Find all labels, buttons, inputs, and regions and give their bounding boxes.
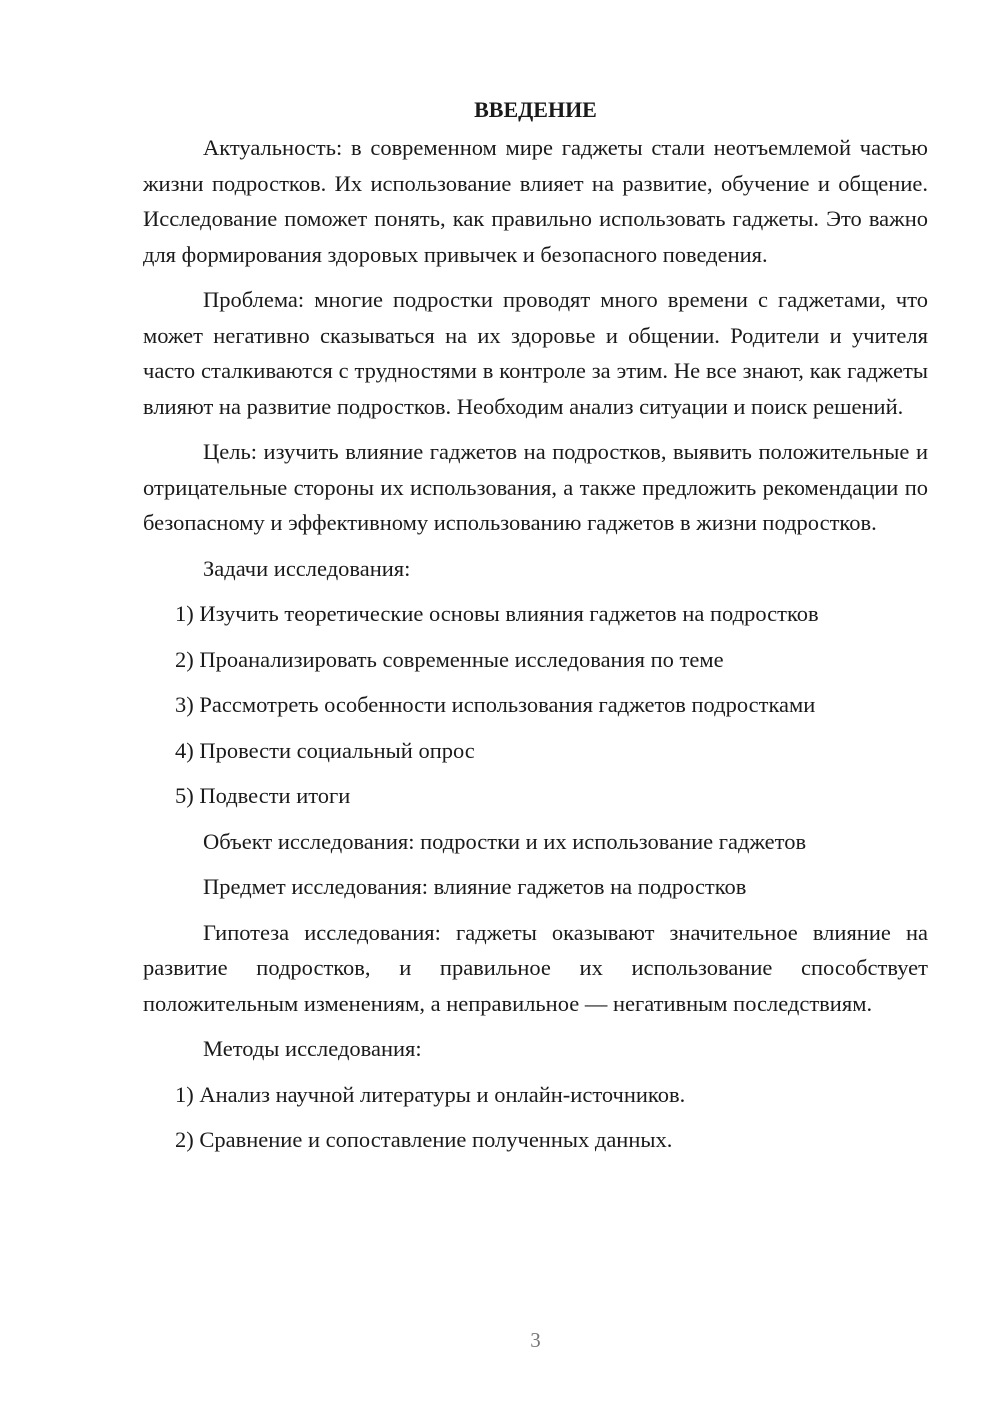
problem-paragraph: Проблема: многие подростки проводят много времени с гаджетами, что может негативно сказываться на их здоровье и общении. Родители и учителя часто сталкиваются с трудностями в контроле за этим. Не все знают, как гаджеты влияют на развитие подростков. Необходим анализ ситуации и поиск решений. bbox=[143, 287, 928, 419]
task-item-3: 3) Рассмотреть особенности использования гаджетов подростками bbox=[175, 692, 816, 717]
hypothesis-paragraph: Гипотеза исследования: гаджеты оказывают значительное влияние на развитие подростков, и правильное их использование способствует положительным изменениям, а неправильное — негативным последствиям. bbox=[143, 919, 928, 1016]
research-object: Объект исследования: подростки и их использование гаджетов bbox=[203, 828, 807, 854]
goal-paragraph: Цель: изучить влияние гаджетов на подростков, выявить положительные и отрицательные стороны их использования, а также предложить рекомендации по безопасному и эффективному использованию гаджетов в жизни подростков. bbox=[143, 439, 928, 535]
method-item-2: 2) Сравнение и сопоставление полученных данных. bbox=[175, 1127, 673, 1152]
methods-heading: Методы исследования: bbox=[203, 1036, 422, 1061]
task-item-4: 4) Провести социальный опрос bbox=[175, 737, 475, 763]
task-item-1: 1) Изучить теоретические основы влияния гаджетов на подростков bbox=[175, 601, 819, 626]
tasks-heading: Задачи исследования: bbox=[203, 555, 411, 581]
research-subject: Предмет исследования: влияние гаджетов на подростков bbox=[203, 874, 747, 899]
page-number: 3 bbox=[530, 1328, 541, 1352]
page-title: ВВЕДЕНИЕ bbox=[474, 97, 597, 122]
document-page bbox=[143, 92, 928, 1168]
method-item-1: 1) Анализ научной литературы и онлайн-источников. bbox=[175, 1081, 686, 1107]
relevance-paragraph: Актуальность: в современном мире гаджеты стали неотъемлемой частью жизни подростков. Их использование влияет на развитие, обучение и общение. Исследование поможет понять, как правильно использовать гаджеты. Это важно для формирования здоровых привычек и безопасного поведения. bbox=[143, 135, 928, 267]
task-item-2: 2) Проанализировать современные исследования по теме bbox=[175, 646, 724, 672]
task-item-5: 5) Подвести итоги bbox=[175, 783, 351, 808]
